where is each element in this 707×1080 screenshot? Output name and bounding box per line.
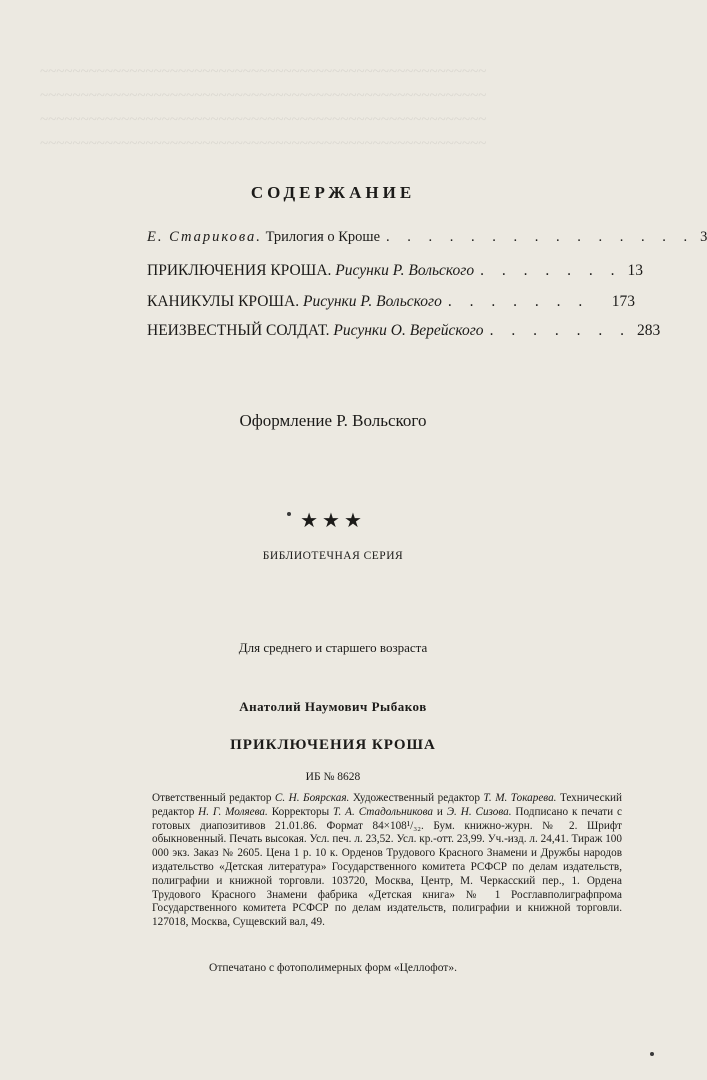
toc-entry-title: Трилогия о Кроше (265, 229, 381, 245)
toc-entry-page: 3 (700, 229, 707, 245)
print-speck (650, 1052, 654, 1056)
author-name: Анатолий Наумович Рыбаков (239, 699, 427, 714)
toc-entry-page: 283 (636, 322, 661, 339)
colophon-text: Подписано к печати с готовых диапозитивов 21.01.86. Формат 84×108¹/₃₂. Бум. книжно-журн. № 2. Шрифт обыкновенный. Печать высокая. Усл. печ. л. 23,52. Усл. кр.-отт. 23,99. Уч.-изд. л. 24,41. Тираж 100 000 экз. Заказ № 2605. Цена 1 р. 10 к. Орденов Трудового Красного Знамени и Дружбы народов издательство «Детская литература» Государственного комитета РСФСР по делам издательств, полиграфии и книжной торговли. 103720, Москва, Центр, М. Черкасский пер., 1. Ордена Трудового Красного Знамени фабрика «Детская книга» № 1 Росглавполиграфпрома Государственного комитета РСФСР по делам издательств, полиграфии и книжной торговли. 127018, Москва, Сущевский вал, 49. (152, 805, 622, 929)
series-label: БИБЛИОТЕЧНАЯ СЕРИЯ (262, 550, 404, 562)
colophon-text: Ответственный редактор (152, 792, 275, 804)
toc-entry-title: ПРИКЛЮЧЕНИЯ КРОША. (147, 262, 332, 279)
toc-entry-illustrations: Рисунки Р. Вольского (335, 262, 475, 279)
toc-entry (147, 262, 643, 280)
toc-leader: . . . . . . . (480, 262, 622, 279)
colophon-text: Технический редактор (152, 792, 622, 818)
printed-note: Отпечатано с фотополимерных форм «Целлофот». (209, 962, 457, 974)
book-title: ПРИКЛЮЧЕНИЯ КРОША (230, 737, 436, 753)
design-credit: Оформление Р. Вольского (239, 411, 427, 430)
ib-number: ИБ № 8628 (305, 771, 361, 783)
colophon-name: Н. Г. Моляева. (198, 805, 268, 818)
colophon-text: Художественный редактор (349, 792, 484, 804)
colophon-text: Корректоры (267, 805, 333, 818)
toc-entry (147, 293, 635, 311)
toc-leader: . . . . . . . . . . . . . . . (386, 229, 695, 245)
age-group: Для среднего и старшего возраста (238, 640, 428, 655)
toc-heading: СОДЕРЖАНИЕ (250, 183, 416, 202)
toc-entry-page: 173 (611, 293, 635, 310)
colophon-name: С. Н. Боярская. (274, 792, 350, 804)
colophon-name: Т. М. Токарева. (483, 792, 557, 804)
toc-entry-illustrations: Рисунки О. Верейского (333, 322, 484, 339)
print-speck (287, 512, 291, 516)
toc-entry (147, 322, 661, 340)
toc-entry-title: КАНИКУЛЫ КРОША. (147, 293, 300, 310)
toc-entry-page: 13 (627, 262, 643, 279)
toc-leader: . . . . . . . (489, 322, 631, 339)
toc-entry-title: НЕИЗВЕСТНЫЙ СОЛДАТ. (147, 322, 330, 339)
toc-entry-author: Е. Старикова. (147, 229, 262, 245)
stars-ornament: ★★★ (300, 510, 366, 532)
colophon-name: Э. Н. Сизова. (446, 805, 512, 818)
colophon-text: и (432, 805, 447, 818)
toc-entry-illustrations: Рисунки Р. Вольского (303, 293, 442, 310)
colophon-name: Т. А. Стадольникова (332, 805, 433, 818)
show-through-text: ~~~~~~~~~~~~~~~~~~~~~~~~~~~~~~~~~~~~~~~~~~~~~~~~~~~~~~~ ~~~~~~~~~~~~~~~~~~~~~~~~~~~~~~~~~~~~~~~~~~~~~~~~~~~~~~~ ~~~~~~~~~~~~~~~~~~~~~~~~~~~~~~~~~~~~~~~~~~~~~~~~~~~~~~~ ~~~~~~~~~~~~~~~~~~~~~~~~~~~~~~~~~~~~~~~~~~~~~~~~~~~~~~~ (40, 64, 487, 152)
toc-entry (147, 229, 707, 246)
toc-leader: . . . . . . . (447, 293, 590, 310)
colophon (152, 792, 622, 930)
